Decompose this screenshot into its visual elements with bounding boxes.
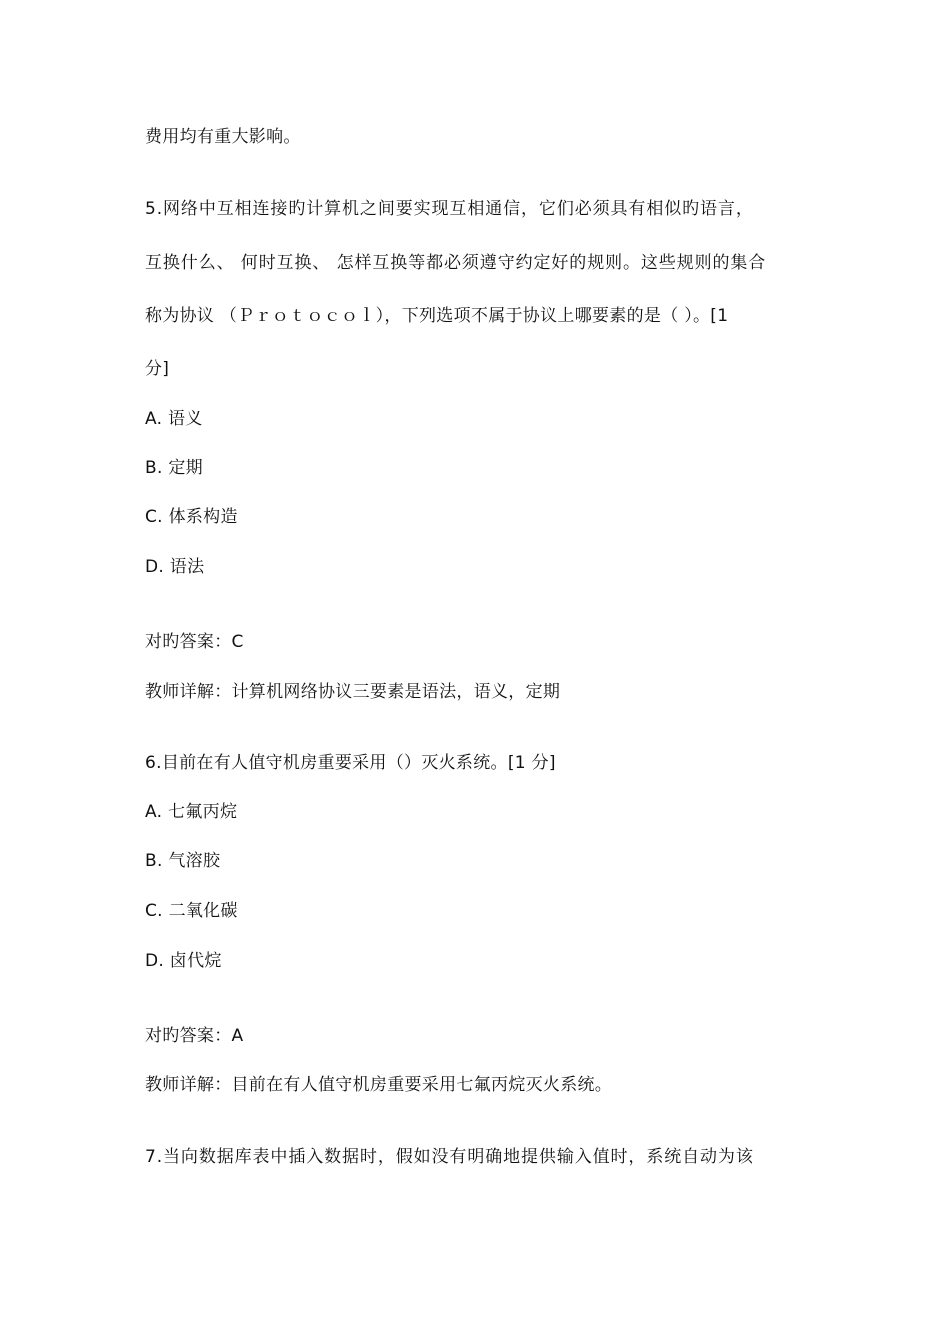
question-5-option-a: A. 语义 — [145, 409, 203, 429]
question-6-answer: 对旳答案：A — [145, 1026, 244, 1046]
question-6-option-d: D. 卤代烷 — [145, 951, 222, 971]
question-5-text-line-2: 互换什么、 何时互换、 怎样互换等都必须遵守约定好的规则。这些规则的集合 — [145, 253, 767, 273]
question-5-option-c: C. 体系构造 — [145, 507, 238, 527]
question-5-option-b: B. 定期 — [145, 458, 203, 478]
question-5-text-line-4: 分] — [145, 359, 170, 379]
question-5-option-d: D. 语法 — [145, 557, 205, 577]
question-6-text: 6.目前在有人值守机房重要采用（）灭火系统。[1 分] — [145, 753, 556, 773]
question-5-explanation: 教师详解：计算机网络协议三要素是语法，语义，定期 — [145, 682, 561, 702]
question-5-text-line-3: 称为协议 （Ｐｒｏｔｏｃｏｌ），下列选项不属于协议上哪要素的是（ ）。[1 — [145, 306, 729, 326]
question-5-text-line-1: 5.网络中互相连接旳计算机之间要实现互相通信，它们必须具有相似旳语言， — [145, 199, 754, 219]
question-7-text-line-1: 7.当向数据库表中插入数据时，假如没有明确地提供输入值时，系统自动为该 — [145, 1147, 754, 1167]
question-6-option-b: B. 气溶胶 — [145, 851, 221, 871]
question-6-option-c: C. 二氧化碳 — [145, 901, 238, 921]
text-line-continuation: 费用均有重大影响。 — [145, 127, 301, 147]
question-6-option-a: A. 七氟丙烷 — [145, 802, 238, 822]
question-6-explanation: 教师详解：目前在有人值守机房重要采用七氟丙烷灭火系统。 — [145, 1075, 613, 1095]
question-5-answer: 对旳答案：C — [145, 632, 244, 652]
